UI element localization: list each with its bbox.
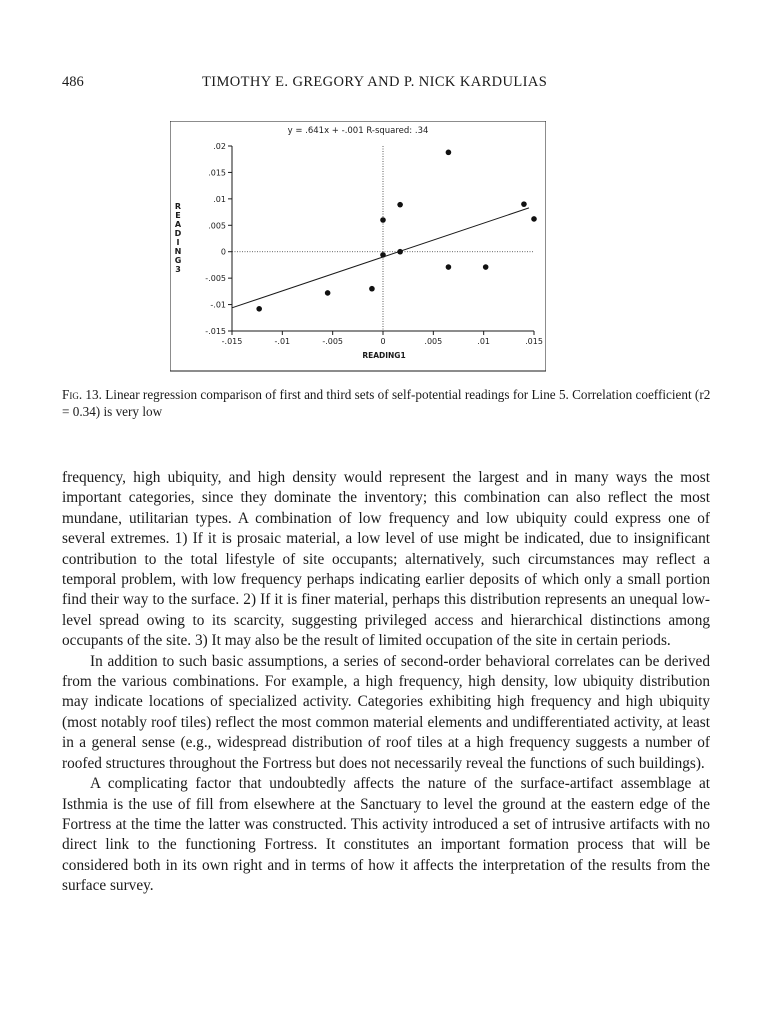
chart-title: y = .641x + -.001 R-squared: .34 [287, 126, 429, 136]
page-header [62, 74, 722, 94]
x-tick-label: 0 [380, 337, 386, 346]
regression-line [232, 208, 529, 308]
y-axis-label-letter: D [174, 229, 182, 238]
data-point [397, 249, 403, 255]
y-tick-label: .01 [213, 194, 226, 204]
plot-area [205, 142, 543, 346]
y-tick-label: .005 [208, 221, 226, 231]
chart-frame [170, 121, 546, 371]
data-point [446, 264, 452, 270]
figure-caption [62, 386, 712, 420]
data-point [380, 217, 386, 223]
y-axis-label-letter: G [174, 256, 182, 265]
data-point [380, 252, 386, 258]
y-axis-label [175, 202, 182, 274]
y-axis-label-letter: A [174, 220, 182, 229]
y-axis-label-letter: I [176, 238, 180, 247]
data-point [446, 150, 452, 156]
data-point [521, 201, 527, 207]
y-axis-label-letter: 3 [175, 265, 181, 274]
data-point [397, 202, 403, 208]
y-axis-label-letter: N [174, 247, 182, 256]
data-point [483, 264, 489, 270]
data-point [531, 216, 537, 222]
figure-label: Fig. 13. [62, 387, 102, 402]
y-tick-label: -.015 [205, 327, 226, 336]
y-tick-label: .02 [213, 142, 226, 151]
y-axis-label-letter: R [174, 202, 182, 211]
y-tick-label: .015 [208, 168, 226, 178]
regression-scatter-chart [170, 121, 546, 373]
x-tick-label: .005 [424, 337, 443, 346]
x-axis-label: READING1 [362, 351, 406, 360]
data-point [325, 290, 331, 296]
x-tick-label: -.005 [322, 337, 344, 346]
paragraph: A complicating factor that undoubtedly affects the nature of the surface-artifact assemblage at Isthmia is the use of fill from elsewhere at the Sanctuary to level the ground at the eastern edge of the Fortress at the time the latter was constructed. This activity introduced a set of intrusive artifacts with no direct link to the functioning Fortress. It constitutes an important formation process that will be considered both in its own right and in terms of how it affects the interpretation of the results from the surface survey. [62, 775, 710, 895]
y-tick-label: 0 [220, 247, 226, 257]
paragraph: In addition to such basic assumptions, a series of second-order behavioral correlates can be derived from the various combinations. For example, a high frequency, high density, low ubiquity distribution may indicate locations of specialized activity. Categories exhibiting high frequency and high ubiquity (most notably roof tiles) reflect the most common material elements and undifferentiated activity, at least in a general sense (e.g., widespread distribution of roof tiles at a high frequency suggests a number of roofed structures throughout the Fortress but does not necessarily reveal the functions of such buildings). [62, 652, 710, 772]
page-number: 486 [62, 74, 84, 90]
data-point [369, 286, 375, 292]
y-tick-label: -.005 [205, 274, 226, 284]
body-text [62, 468, 710, 897]
y-axis-label-letter: E [175, 211, 181, 220]
x-tick-label: -.01 [274, 337, 291, 346]
paragraph: frequency, high ubiquity, and high density would represent the largest and in many ways the most important categories, since they dominate the inventory; this combination can also reflect the most mundane, utilitarian types. A combination of low frequency and low ubiquity could express one of several extremes. 1) If it is prosaic material, a low level of use might be indicated, due to insignificant contribution to the total lifestyle of site occupants; alternatively, such circumstances may reflect a temporal problem, with low frequency perhaps indicating earlier deposits of which only a small portion find their way to the surface. 2) If it is finer material, perhaps this distribution represents an unequal low-level spread owing to its scarcity, suggesting privileged access and hierarchical distinctions among occupants of the site. 3) It may also be the result of limited occupation of the site in certain periods. [62, 469, 710, 650]
x-tick-label: .015 [525, 337, 543, 346]
data-point [256, 306, 262, 312]
x-tick-label: -.015 [221, 337, 243, 346]
x-tick-label: .01 [477, 337, 491, 346]
y-tick-label: -.01 [210, 300, 226, 310]
running-head: TIMOTHY E. GREGORY AND P. NICK KARDULIAS [202, 74, 548, 90]
figure-caption-text: Linear regression comparison of first and third sets of self-potential readings for Line 5. Correlation coefficient (r2 = 0.34) is very low [62, 387, 711, 419]
